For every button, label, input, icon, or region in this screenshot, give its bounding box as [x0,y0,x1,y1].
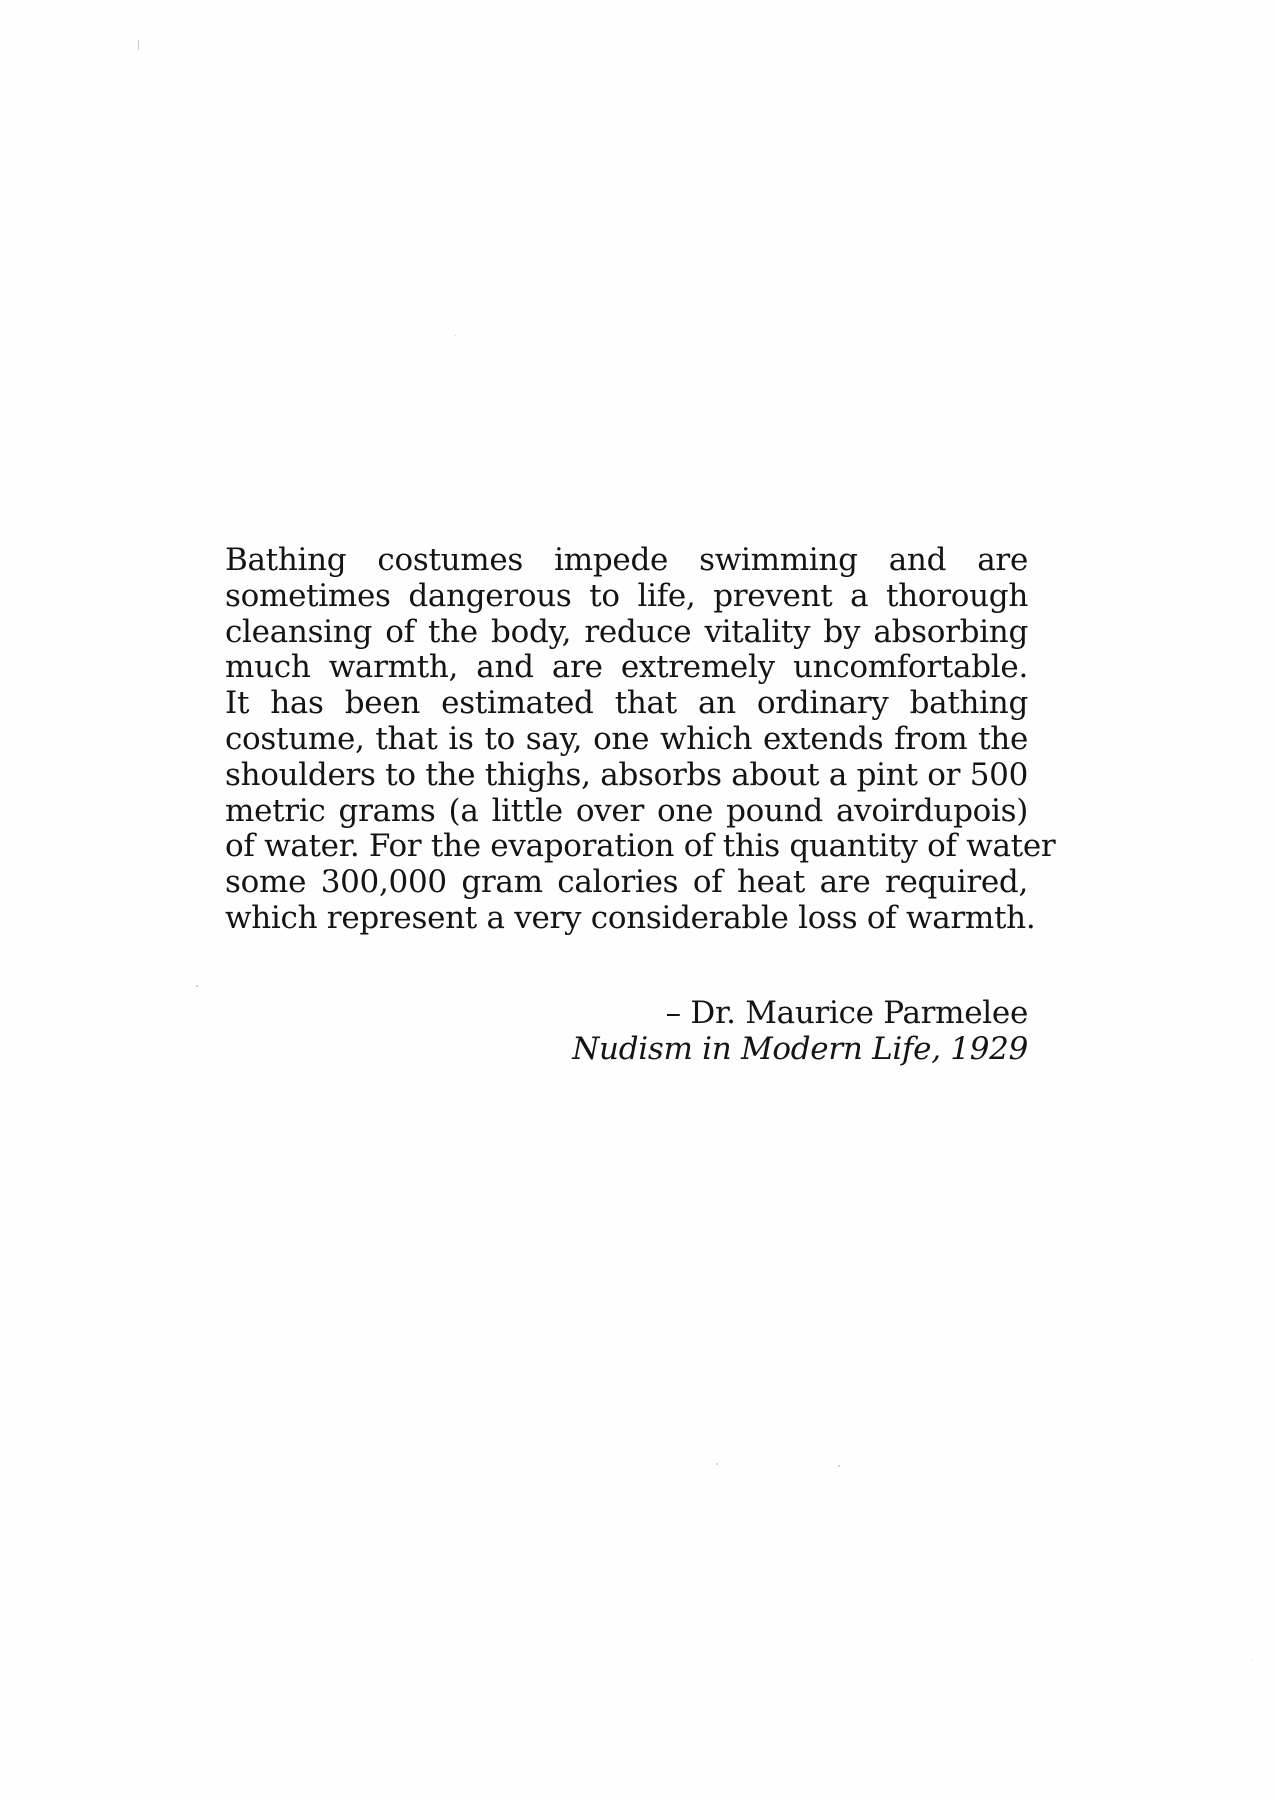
quote-line: It has been estimated that an ordinary bathing [225,685,1028,722]
source-title: Nudism in Modern Life, 1929 [572,1031,1028,1067]
quote-line: much warmth, and are extremely uncomfortable. [225,649,1028,686]
quote-line: of water. For the evaporation of this quantity of water [225,828,1056,865]
paper-speck [138,40,139,50]
paper-speck [1252,1660,1253,1661]
quote-line: metric grams (a little over one pound avoirdupois) [225,792,1028,829]
quote-line: costume, that is to say, one which extends from the [225,720,1028,757]
quote-line: which represent a very considerable loss of warmth. [225,899,1036,936]
paper-speck [838,1465,840,1467]
quote-line: shoulders to the thighs, absorbs about a pint or 500 [225,756,1028,793]
quote-line: Bathing costumes impede swimming and are [225,542,1028,578]
attribution [572,995,1028,1067]
paper-speck [455,335,456,336]
quote-line: some 300,000 gram calories of heat are required, [225,864,1028,901]
quote-line: sometimes dangerous to life, prevent a thorough [225,577,1028,614]
author-name: – Dr. Maurice Parmelee [665,995,1028,1031]
quote-paragraph [225,542,1056,937]
paper-speck [716,1463,718,1465]
quote-line: cleansing of the body, reduce vitality by absorbing [225,613,1028,650]
paper-speck [196,985,198,987]
